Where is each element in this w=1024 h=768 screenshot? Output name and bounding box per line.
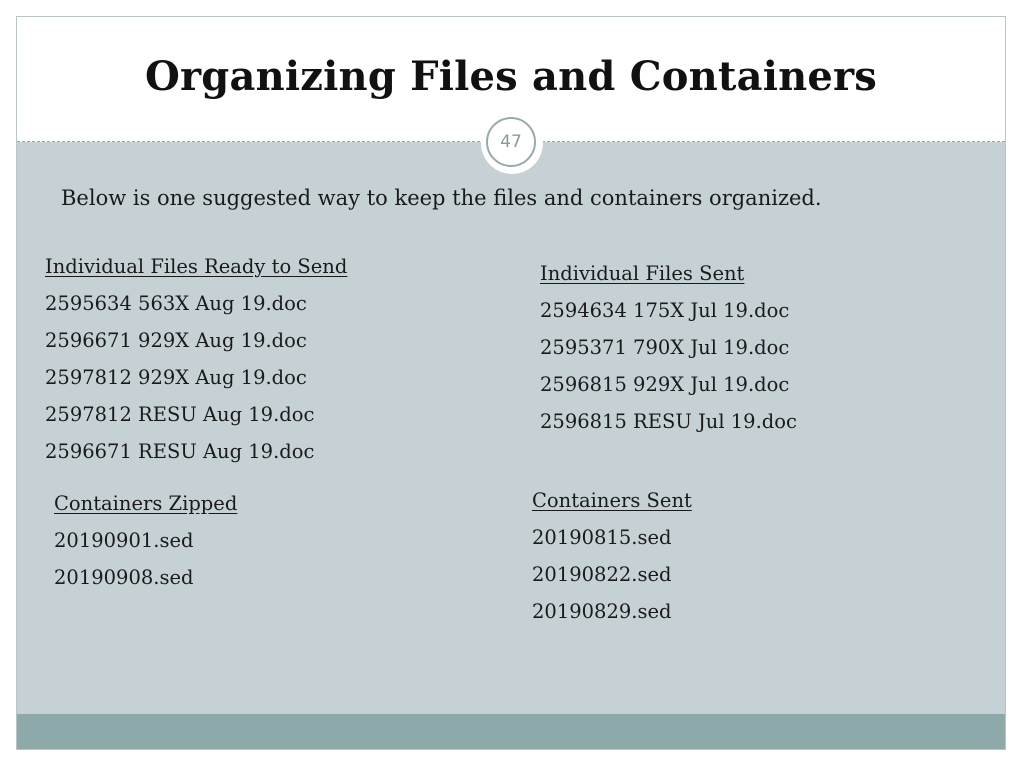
list-item: 2594634 175X Jul 19.doc: [540, 299, 790, 322]
containers-sent-section: [532, 489, 692, 637]
files-ready-section: [45, 255, 347, 477]
list-item: 2596671 RESU Aug 19.doc: [45, 440, 315, 463]
list-item: 20190822.sed: [532, 563, 672, 586]
list-item: 2596815 RESU Jul 19.doc: [540, 410, 797, 433]
containers-sent-heading: Containers Sent: [532, 489, 692, 512]
containers-zipped-heading: Containers Zipped: [54, 492, 238, 515]
containers-zipped-section: [54, 492, 237, 603]
slide: [16, 16, 1006, 750]
slide-title: Organizing Files and Containers: [144, 53, 878, 100]
files-sent-heading: Individual Files Sent: [540, 262, 745, 285]
page-number-badge: 47: [486, 117, 536, 167]
list-item: 2597812 RESU Aug 19.doc: [45, 403, 315, 426]
list-item: 2596815 929X Jul 19.doc: [540, 373, 790, 396]
list-item: 20190908.sed: [54, 566, 194, 589]
footer-bar: [17, 714, 1005, 749]
list-item: 2596671 929X Aug 19.doc: [45, 329, 307, 352]
list-item: 2597812 929X Aug 19.doc: [45, 366, 307, 389]
slide-subtitle: Below is one suggested way to keep the files and containers organized.: [61, 186, 822, 210]
list-item: 20190815.sed: [532, 526, 672, 549]
files-sent-section: [540, 262, 797, 447]
files-ready-heading: Individual Files Ready to Send: [45, 255, 348, 278]
list-item: 2595371 790X Jul 19.doc: [540, 336, 790, 359]
list-item: 2595634 563X Aug 19.doc: [45, 292, 307, 315]
list-item: 20190901.sed: [54, 529, 194, 552]
list-item: 20190829.sed: [532, 600, 672, 623]
